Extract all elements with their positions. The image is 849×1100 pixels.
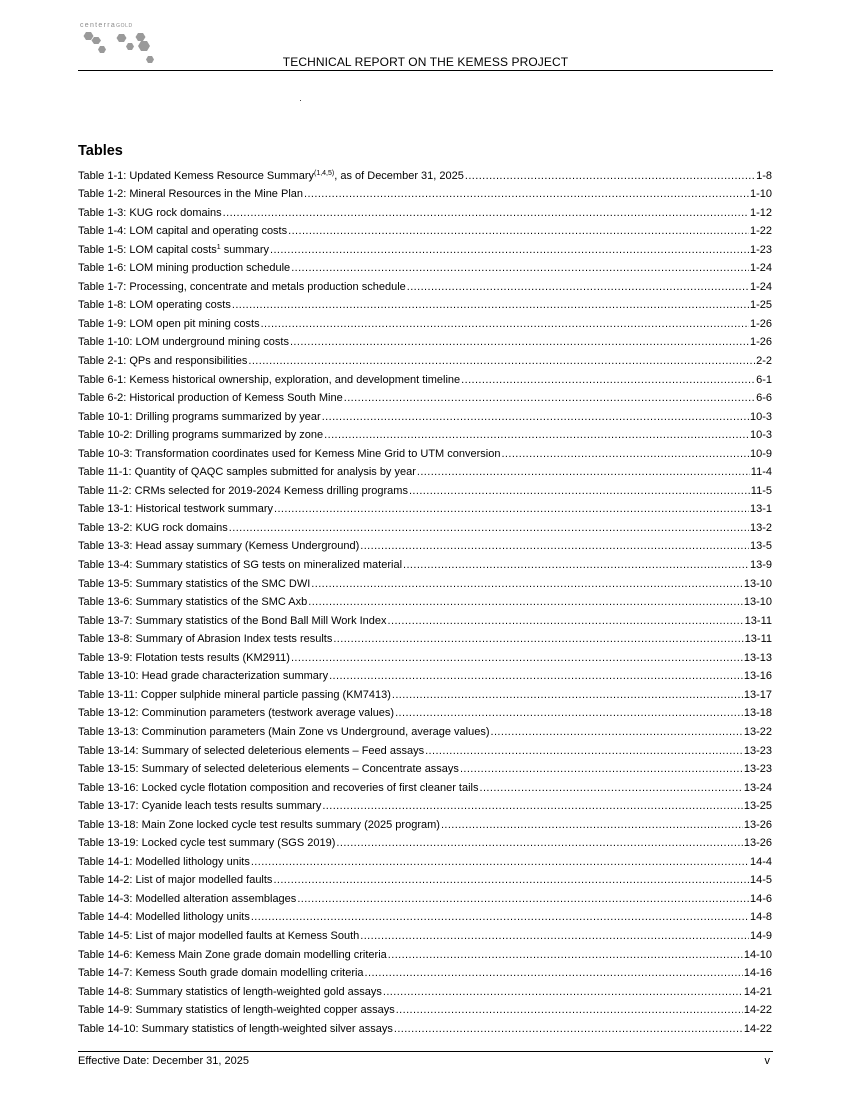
footer-divider — [78, 1051, 773, 1052]
toc-dot-leader — [403, 559, 749, 572]
toc-entry[interactable] — [78, 850, 772, 869]
logo-wordmark: centerraGOLD — [80, 22, 133, 29]
toc-entry-page: 13-10 — [743, 596, 772, 609]
toc-entry[interactable] — [78, 442, 772, 461]
toc-entry[interactable] — [78, 869, 772, 888]
toc-dot-leader — [290, 336, 749, 349]
toc-entry[interactable] — [78, 702, 772, 721]
toc-entry[interactable] — [78, 962, 772, 981]
toc-dot-leader — [425, 745, 743, 758]
toc-entry[interactable] — [78, 479, 772, 498]
toc-entry[interactable] — [78, 516, 772, 535]
toc-dot-leader — [480, 782, 743, 795]
toc-entry[interactable] — [78, 387, 772, 406]
report-title: TECHNICAL REPORT ON THE KEMESS PROJECT — [282, 55, 569, 69]
toc-entry-page: 13-17 — [743, 688, 772, 701]
toc-entry-label: Table 11-1: Quantity of QAQC samples submitted for analysis by year — [78, 466, 416, 479]
toc-entry-label: Table 14-2: List of major modelled faults — [78, 874, 273, 887]
toc-dot-leader — [491, 726, 743, 739]
toc-entry-page: 1-10 — [749, 188, 772, 201]
toc-entry[interactable] — [78, 349, 772, 368]
toc-entry[interactable] — [78, 275, 772, 294]
toc-dot-leader — [441, 819, 743, 832]
toc-entry-page: 14-9 — [749, 929, 772, 942]
toc-entry-label: Table 10-3: Transformation coordinates used for Kemess Mine Grid to UTM conversion — [78, 447, 501, 460]
toc-entry-label: Table 13-11: Copper sulphide mineral particle passing (KM7413) — [78, 688, 391, 701]
toc-entry-label: Table 13-9: Flotation tests results (KM2911) — [78, 651, 290, 664]
toc-entry-page: 11-5 — [750, 484, 772, 497]
toc-entry[interactable] — [78, 665, 772, 684]
toc-entry-page: 13-10 — [743, 577, 772, 590]
toc-entry[interactable] — [78, 553, 772, 572]
toc-entry[interactable] — [78, 943, 772, 962]
toc-entry-page: 14-4 — [749, 855, 772, 868]
toc-entry-page: 1-8 — [756, 169, 772, 182]
toc-entry-page: 13-5 — [749, 540, 772, 553]
toc-entry-label: Table 13-16: Locked cycle flotation composition and recoveries of first cleaner tails — [78, 781, 479, 794]
toc-dot-leader — [232, 299, 749, 312]
toc-dot-leader — [409, 485, 750, 498]
toc-entry-page: 13-25 — [743, 800, 772, 813]
toc-entry-label: Table 13-12: Comminution parameters (testwork average values) — [78, 707, 395, 720]
toc-dot-leader — [291, 652, 743, 665]
toc-entry-label: Table 14-5: List of major modelled faults at Kemess South — [78, 929, 360, 942]
toc-entry-label: Table 14-10: Summary statistics of length-weighted silver assays — [78, 1022, 393, 1035]
toc-entry-page: 13-11 — [744, 614, 772, 627]
toc-entry-page: 14-6 — [749, 892, 772, 905]
toc-entry-page: 1-24 — [749, 280, 772, 293]
toc-entry[interactable] — [78, 999, 772, 1018]
toc-entry[interactable] — [78, 924, 772, 943]
toc-entry[interactable] — [78, 257, 772, 276]
page-number: v — [764, 1055, 770, 1067]
toc-entry[interactable] — [78, 164, 772, 183]
toc-dot-leader — [274, 503, 749, 516]
toc-entry[interactable] — [78, 1017, 772, 1036]
toc-entry[interactable] — [78, 294, 772, 313]
toc-entry-label: Table 1-2: Mineral Resources in the Mine Plan — [78, 188, 304, 201]
effective-date: Effective Date: December 31, 2025 — [78, 1055, 250, 1067]
toc-dot-leader — [297, 893, 749, 906]
toc-dot-leader — [229, 522, 749, 535]
toc-entry[interactable] — [78, 980, 772, 999]
toc-entry[interactable] — [78, 628, 772, 647]
toc-entry-label: Table 14-4: Modelled lithology units — [78, 911, 250, 924]
toc-entry-label: Table 2-1: QPs and responsibilities — [78, 355, 248, 368]
toc-entry-page: 14-22 — [743, 1004, 772, 1017]
toc-entry-label: Table 13-17: Cyanide leach tests results summary — [78, 800, 322, 813]
toc-entry-label: Table 14-1: Modelled lithology units — [78, 855, 250, 868]
toc-dot-leader — [322, 800, 743, 813]
toc-dot-leader — [251, 856, 749, 869]
toc-dot-leader — [461, 374, 755, 387]
toc-entry-label: Table 1-4: LOM capital and operating costs — [78, 225, 288, 238]
toc-entry-label: Table 14-6: Kemess Main Zone grade domain modelling criteria — [78, 948, 387, 961]
toc-entry-label: Table 14-9: Summary statistics of length-weighted copper assays — [78, 1004, 395, 1017]
toc-entry-page: 6-1 — [756, 373, 772, 386]
toc-entry[interactable] — [78, 609, 772, 628]
toc-entry-page: 13-1 — [749, 503, 772, 516]
toc-entry[interactable] — [78, 331, 772, 350]
toc-entry-page: 14-10 — [743, 948, 772, 961]
toc-entry-page: 13-9 — [749, 559, 772, 572]
toc-dot-leader — [336, 837, 742, 850]
toc-entry-label: Table 13-4: Summary statistics of SG tests on mineralized material — [78, 559, 403, 572]
toc-entry[interactable] — [78, 758, 772, 777]
toc-entry-label: Table 13-14: Summary of selected deleterious elements – Feed assays — [78, 744, 425, 757]
toc-entry-page: 10-3 — [749, 429, 772, 442]
toc-entry[interactable] — [78, 720, 772, 739]
toc-entry-label: Table 1-9: LOM open pit mining costs — [78, 317, 260, 330]
toc-dot-leader — [344, 392, 755, 405]
toc-entry-label: Table 10-2: Drilling programs summarized by zone — [78, 429, 324, 442]
toc-dot-leader — [329, 670, 743, 683]
toc-entry-page: 13-18 — [743, 707, 772, 720]
toc-entry-label: Table 13-5: Summary statistics of the SMC DWI — [78, 577, 311, 590]
toc-entry-label: Table 1-1: Updated Kemess Resource Summary$^{(1,4,5)}$, as of December 31, 2025 — [78, 169, 464, 182]
toc-entry-label: Table 13-15: Summary of selected deleterious elements – Concentrate assays — [78, 763, 459, 776]
toc-entry-label: Table 13-10: Head grade characterization summary — [78, 670, 329, 683]
toc-entry[interactable] — [78, 368, 772, 387]
toc-entry[interactable] — [78, 498, 772, 517]
toc-dot-leader — [261, 318, 749, 331]
toc-entry-label: Table 1-7: Processing, concentrate and metals production schedule — [78, 280, 406, 293]
toc-entry[interactable] — [78, 183, 772, 202]
toc-dot-leader — [407, 281, 749, 294]
toc-entry-page: 13-2 — [749, 521, 772, 534]
toc-entry-page: 14-21 — [743, 985, 772, 998]
toc-dot-leader — [417, 466, 750, 479]
toc-entry-page: 14-8 — [749, 911, 772, 924]
toc-entry[interactable] — [78, 238, 772, 257]
toc-dot-leader — [395, 707, 743, 720]
toc-entry-label: Table 1-10: LOM underground mining costs — [78, 336, 289, 349]
toc-dot-leader — [291, 262, 749, 275]
toc-entry[interactable] — [78, 424, 772, 443]
toc-entry[interactable] — [78, 683, 772, 702]
toc-entry[interactable] — [78, 461, 772, 480]
toc-dot-leader — [251, 911, 749, 924]
toc-entry[interactable] — [78, 813, 772, 832]
toc-dot-leader — [465, 170, 755, 183]
toc-dot-leader — [223, 207, 749, 220]
toc-dot-leader — [248, 355, 755, 368]
toc-entry-page: 13-22 — [743, 725, 772, 738]
toc-entry[interactable] — [78, 795, 772, 814]
toc-entry-label: Table 1-5: LOM capital costs$^1$ summary — [78, 243, 269, 256]
toc-entry-page: 2-2 — [756, 355, 772, 368]
toc-dot-leader — [273, 874, 749, 887]
toc-entry-page: 1-12 — [749, 206, 772, 219]
toc-dot-leader — [322, 411, 749, 424]
toc-entry-label: Table 13-13: Comminution parameters (Main Zone vs Underground, average values) — [78, 725, 490, 738]
toc-entry-page: 10-9 — [749, 447, 772, 460]
toc-entry[interactable] — [78, 832, 772, 851]
toc-entry-page: 14-16 — [743, 967, 772, 980]
toc-entry[interactable] — [78, 405, 772, 424]
toc-entry-label: Table 13-7: Summary statistics of the Bond Ball Mill Work Index — [78, 614, 387, 627]
toc-entry-label: Table 13-6: Summary statistics of the SMC Axb — [78, 596, 308, 609]
toc-entry-label: Table 14-7: Kemess South grade domain modelling criteria — [78, 967, 364, 980]
toc-dot-leader — [270, 244, 749, 257]
toc-dot-leader — [365, 967, 743, 980]
toc-entry[interactable] — [78, 739, 772, 758]
toc-entry-page: 13-26 — [743, 818, 772, 831]
toc-entry-page: 13-13 — [743, 651, 772, 664]
toc-dot-leader — [288, 225, 749, 238]
toc-entry-page: 13-23 — [743, 763, 772, 776]
toc-entry-superscript: (1,4,5) — [314, 169, 335, 177]
toc-entry[interactable] — [78, 906, 772, 925]
toc-dot-leader — [360, 540, 749, 553]
toc-entry[interactable] — [78, 572, 772, 591]
toc-entry-label: Table 14-3: Modelled alteration assemblages — [78, 892, 297, 905]
toc-entry-label: Table 1-3: KUG rock domains — [78, 206, 222, 219]
toc-entry-page: 13-26 — [743, 837, 772, 850]
table-of-contents — [78, 164, 772, 1036]
toc-entry[interactable] — [78, 220, 772, 239]
toc-dot-leader — [360, 930, 749, 943]
toc-entry[interactable] — [78, 887, 772, 906]
stray-dot — [300, 100, 301, 101]
toc-entry[interactable] — [78, 201, 772, 220]
toc-entry-label: Table 1-8: LOM operating costs — [78, 299, 231, 312]
toc-dot-leader — [396, 1004, 743, 1017]
header-divider — [78, 70, 773, 71]
toc-entry-page: 10-3 — [749, 410, 772, 423]
toc-entry-label: Table 13-18: Main Zone locked cycle test results summary (2025 program) — [78, 818, 440, 831]
section-heading: Tables — [78, 143, 123, 159]
toc-entry-page: 6-6 — [756, 392, 772, 405]
toc-entry-label: Table 10-1: Drilling programs summarized by year — [78, 410, 321, 423]
toc-entry-page: 1-22 — [749, 225, 772, 238]
toc-entry-label: Table 11-2: CRMs selected for 2019-2024 Kemess drilling programs — [78, 484, 408, 497]
toc-entry-label: Table 13-19: Locked cycle test summary (SGS 2019) — [78, 837, 336, 850]
toc-entry-page: 13-23 — [743, 744, 772, 757]
toc-entry-label: Table 13-3: Head assay summary (Kemess Underground) — [78, 540, 360, 553]
toc-entry-page: 14-22 — [743, 1022, 772, 1035]
toc-entry-label: Table 13-8: Summary of Abrasion Index tests results — [78, 633, 333, 646]
toc-entry-label: Table 6-1: Kemess historical ownership, exploration, and development timeline — [78, 373, 461, 386]
toc-entry-page: 1-26 — [749, 317, 772, 330]
toc-dot-leader — [383, 986, 743, 999]
toc-entry-label: Table 14-8: Summary statistics of length-weighted gold assays — [78, 985, 382, 998]
toc-dot-leader — [392, 689, 743, 702]
toc-dot-leader — [311, 578, 743, 591]
toc-entry-page: 13-16 — [743, 670, 772, 683]
toc-entry-page: 13-11 — [744, 633, 772, 646]
toc-entry-page: 1-23 — [749, 243, 772, 256]
toc-entry-superscript: 1 — [216, 243, 221, 251]
toc-dot-leader — [460, 763, 743, 776]
toc-dot-leader — [333, 633, 743, 646]
toc-entry-label: Table 1-6: LOM mining production schedule — [78, 262, 291, 275]
toc-dot-leader — [388, 949, 743, 962]
toc-entry-page: 11-4 — [750, 466, 772, 479]
toc-dot-leader — [501, 448, 749, 461]
toc-entry-page: 14-5 — [749, 874, 772, 887]
toc-entry-page: 1-26 — [749, 336, 772, 349]
toc-dot-leader — [308, 596, 743, 609]
toc-entry[interactable] — [78, 591, 772, 610]
toc-entry-page: 1-24 — [749, 262, 772, 275]
toc-entry-page: 1-25 — [749, 299, 772, 312]
toc-entry-label: Table 6-2: Historical production of Kemess South Mine — [78, 392, 343, 405]
toc-dot-leader — [304, 188, 749, 201]
toc-entry-label: Table 13-2: KUG rock domains — [78, 521, 228, 534]
toc-entry[interactable] — [78, 312, 772, 331]
toc-entry-page: 13-24 — [743, 781, 772, 794]
toc-entry-label: Table 13-1: Historical testwork summary — [78, 503, 274, 516]
toc-dot-leader — [324, 429, 749, 442]
toc-entry[interactable] — [78, 776, 772, 795]
toc-dot-leader — [394, 1023, 743, 1036]
toc-entry[interactable] — [78, 646, 772, 665]
toc-entry[interactable] — [78, 535, 772, 554]
toc-dot-leader — [388, 615, 744, 628]
